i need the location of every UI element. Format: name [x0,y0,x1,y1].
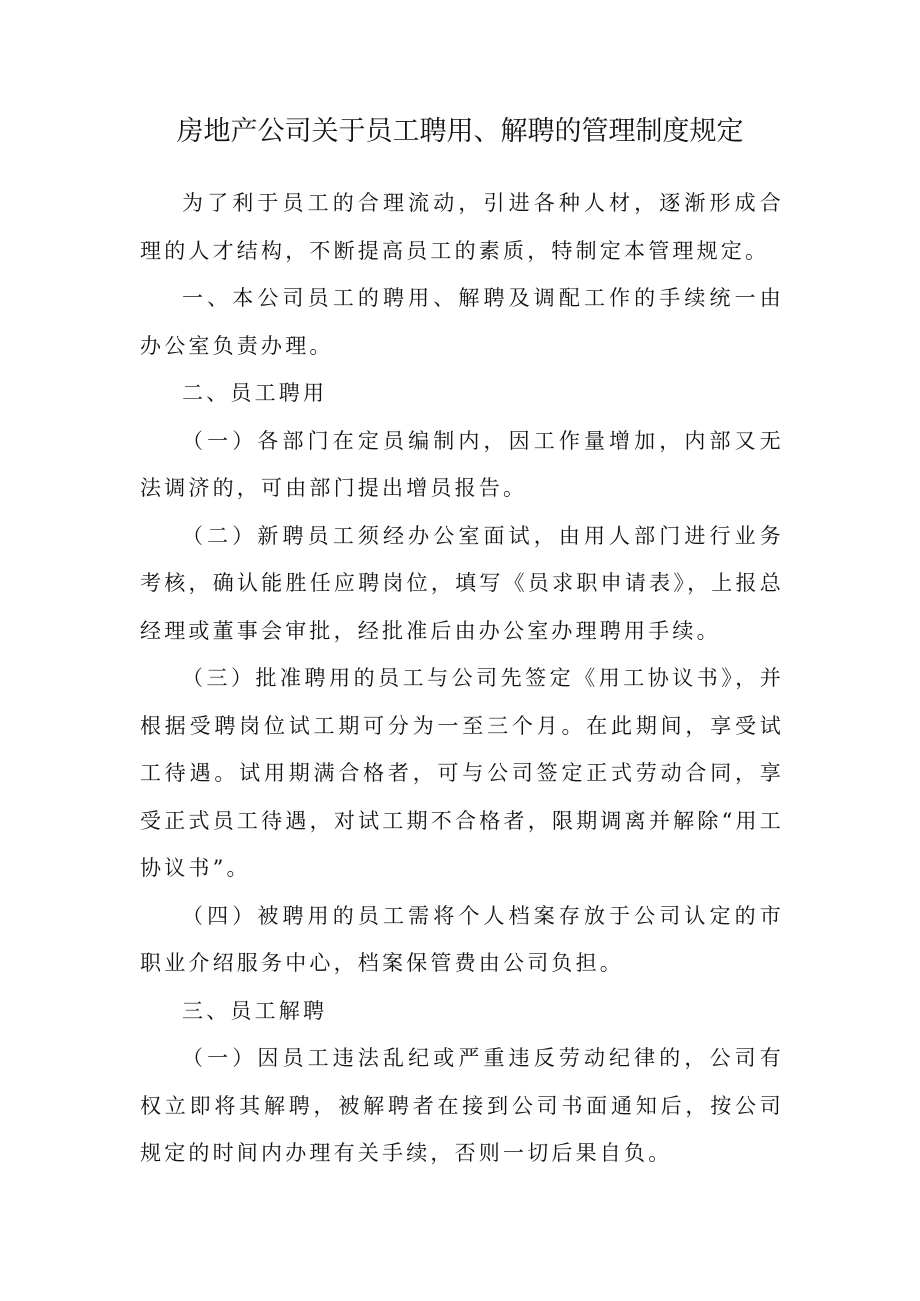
employment-item-3: （三）批准聘用的员工与公司先签定《用工协议书》，并根据受聘岗位试工期可分为一至三个月。在此期间，享受试工待遇。试用期满合格者，可与公司签定正式劳动合同，享受正式员工待遇，对试工期不合格者，限期调离并解除“用工协议书”。 [140,666,784,880]
section-heading-employment: 二、员工聘用 [182,381,328,405]
document-title: 房地产公司关于员工聘用、解聘的管理制度规定 [176,116,744,147]
employment-item-2: （二）新聘员工须经办公室面试，由用人部门进行业务考核，确认能胜任应聘岗位，填写《员求职申请表》，上报总经理或董事会审批，经批准后由办公室办理聘用手续。 [140,523,784,643]
clause-1-paragraph: 一、本公司员工的聘用、解聘及调配工作的手续统一由办公室负责办理。 [140,286,784,358]
intro-paragraph: 为了利于员工的合理流动，引进各种人材，逐渐形成合理的人才结构，不断提高员工的素质，特制定本管理规定。 [140,191,784,263]
employment-item-1: （一）各部门在定员编制内，因工作量增加，内部又无法调济的，可由部门提出增员报告。 [140,428,784,500]
document-body [140,180,784,1178]
section-heading-dismissal: 三、员工解聘 [182,998,328,1023]
dismissal-item-1: （一）因员工违法乱纪或严重违反劳动纪律的，公司有权立即将其解聘，被解聘者在接到公司书面通知后，按公司规定的时间内办理有关手续，否则一切后果自负。 [140,1046,784,1165]
employment-item-4: （四）被聘用的员工需将个人档案存放于公司认定的市职业介绍服务中心，档案保管费由公司负担。 [140,903,784,975]
